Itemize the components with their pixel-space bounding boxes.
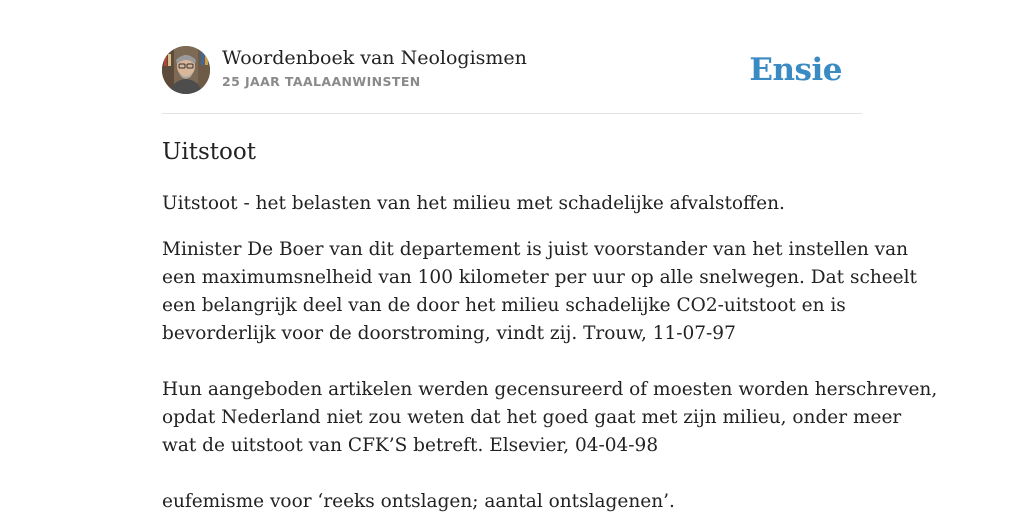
author-avatar[interactable] bbox=[162, 46, 210, 94]
quote-line: een belangrijk deel van de door het milieu schadelijke CO2-uitstoot en is bbox=[162, 295, 846, 316]
site-subtitle: 25 JAAR TAALAANWINSTEN bbox=[222, 74, 421, 89]
site-header bbox=[162, 46, 862, 96]
quote-item bbox=[162, 376, 938, 460]
site-title[interactable]: Woordenboek van Neologismen bbox=[222, 47, 527, 69]
quote-line: eufemisme voor ‘reeks ontslagen; aantal ontslagenen’. bbox=[162, 491, 675, 512]
quote-line: bevorderlijk voor de doorstroming, vindt zij. Trouw, 11-07-97 bbox=[162, 323, 736, 344]
quote-line: Minister De Boer van dit departement is juist voorstander van het instellen van bbox=[162, 239, 909, 260]
entry-title: Uitstoot bbox=[162, 139, 256, 165]
entry-definition: Uitstoot - het belasten van het milieu met schadelijke afvalstoffen. bbox=[162, 193, 785, 214]
quote-item bbox=[162, 236, 917, 348]
quote-list bbox=[162, 236, 938, 512]
header-divider bbox=[162, 113, 862, 114]
entry-content bbox=[162, 136, 938, 512]
quote-item bbox=[162, 488, 862, 512]
quote-line: wat de uitstoot van CFK’S betreft. Elsevier, 04-04-98 bbox=[162, 435, 659, 456]
quote-line: een maximumsnelheid van 100 kilometer per uur op alle snelwegen. Dat scheelt bbox=[162, 267, 917, 288]
ensie-logo[interactable]: Ensie bbox=[749, 52, 842, 88]
author-photo-icon bbox=[162, 46, 210, 94]
quote-line: Hun aangeboden artikelen werden gecensureerd of moesten worden herschreven, bbox=[162, 379, 938, 400]
quote-line: opdat Nederland niet zou weten dat het goed gaat met zijn milieu, onder meer bbox=[162, 407, 902, 428]
